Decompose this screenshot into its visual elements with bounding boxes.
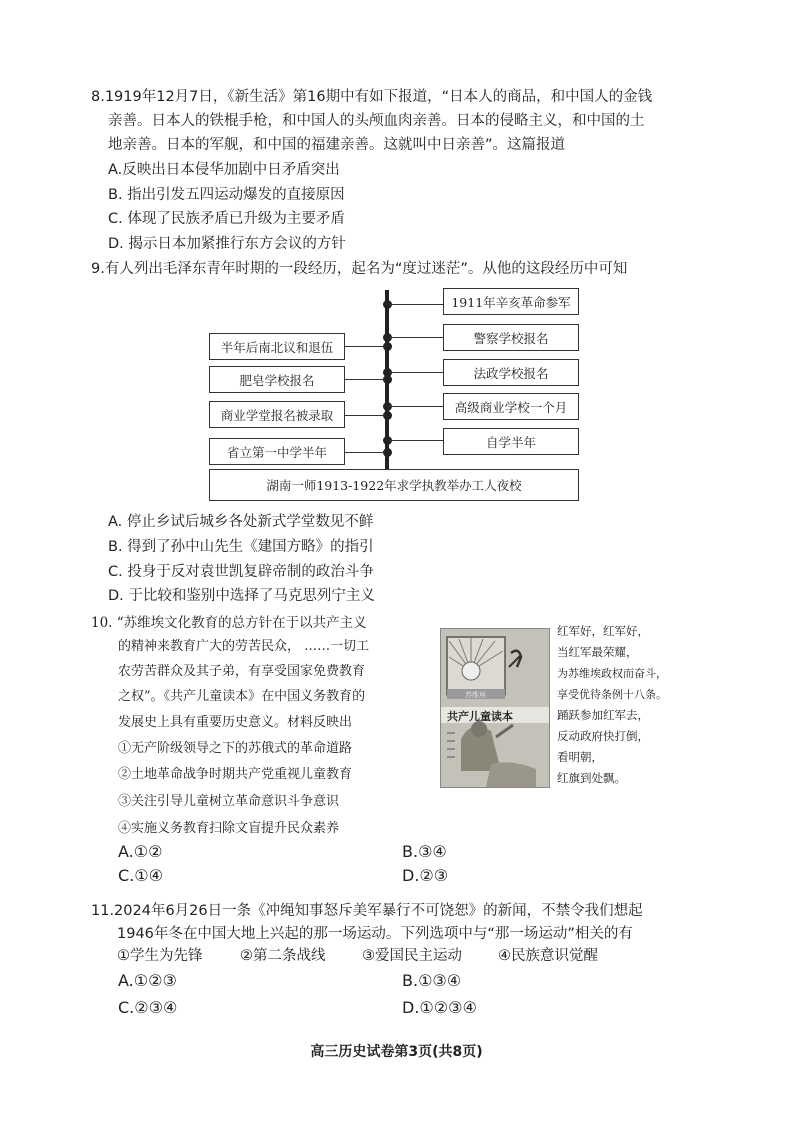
q10-item-3: ③关注引导儿童树立革命意识斗争意识	[118, 794, 340, 809]
q10-line5: 发展史上具有重要历史意义。材料反映出	[118, 715, 353, 730]
q11-item-1: ①学生为先锋	[117, 948, 203, 964]
poem-line-4: 享受优待条例十八条。	[557, 688, 667, 701]
poem-line-5: 踊跃参加红军去，	[557, 708, 649, 722]
q11-item-4: ④民族意识觉醒	[498, 948, 598, 964]
connector	[345, 452, 385, 453]
q10-option-b: B.③④	[402, 842, 447, 861]
timeline-right-box-2: 警察学校报名	[443, 324, 579, 351]
q10-line1: 10. “苏维埃文化教育的总方针在于以共产主义	[91, 615, 367, 631]
q9-stem: 9.有人列出毛泽东青年时期的一段经历，起名为“度过迷茫”。从他的这段经历中可知	[91, 261, 628, 277]
q9-option-d: D. 于比较和鉴别中选择了马克思列宁主义	[108, 588, 375, 604]
connector	[389, 406, 444, 407]
timeline-left-box-4: 省立第一中学半年	[209, 438, 345, 465]
q11-stem-line2: 1946年冬在中国大地上兴起的那一场运动。下列选项中与“那一场运动”相关的有	[117, 926, 633, 942]
timeline-right-box-3: 法政学校报名	[443, 359, 579, 386]
q8-option-b: B. 指出引发五四运动爆发的直接原因	[108, 187, 345, 203]
children-reader-poster-image	[440, 628, 550, 788]
timeline-right-box-1: 1911年辛亥革命参军	[443, 288, 579, 315]
poem-line-7: 看明朝，	[557, 750, 603, 764]
q10-option-d: D.②③	[402, 866, 449, 885]
q11-item-2: ②第二条战线	[240, 948, 326, 964]
q10-item-2: ②土地革命战争时期共产党重视儿童教育	[118, 767, 353, 782]
timeline-right-box-5: 自学半年	[443, 428, 579, 455]
q10-line4: 之权”。《共产儿童读本》在中国义务教育的	[118, 689, 366, 704]
connector	[389, 372, 444, 373]
q10-line3: 农劳苦群众及其子弟，有享受国家免费教育	[118, 664, 366, 679]
q11-item-3: ③爱国民主运动	[362, 948, 462, 964]
connector	[345, 415, 385, 416]
q11-option-b: B.①③④	[402, 971, 462, 990]
q10-option-a: A.①②	[118, 842, 163, 861]
q8-option-d: D. 揭示日本加紧推行东方会议的方针	[108, 236, 346, 252]
connector	[345, 379, 385, 380]
q11-stem-line1: 11.2024年6月26日一条《冲绳知事怒斥美军暴行不可饶恕》的新闻，不禁令我们想起	[91, 903, 643, 919]
timeline-left-box-3: 商业学堂报名被录取	[209, 401, 345, 428]
poem-line-8: 红旗到处飘。	[557, 771, 626, 785]
q8-option-a: A.反映出日本侵华加剧中日矛盾突出	[108, 162, 340, 178]
q8-option-c: C. 体现了民族矛盾已升级为主要矛盾	[108, 211, 345, 227]
q8-stem-line1: 8.1919年12月7日，《新生活》第16期中有如下报道，“日本人的商品，和中国人的金钱	[91, 89, 653, 105]
connector	[345, 346, 385, 347]
q9-option-a: A. 停止乡试后城乡各处新式学堂数见不鲜	[108, 514, 374, 530]
q10-item-1: ①无产阶级领导之下的苏俄式的革命道路	[118, 741, 353, 756]
q11-option-d: D.①②③④	[402, 998, 477, 1017]
q11-option-c: C.②③④	[118, 998, 178, 1017]
timeline-left-box-2: 肥皂学校报名	[209, 366, 345, 393]
q11-option-a: A.①②③	[118, 971, 177, 990]
poem-line-1: 红军好，红军好，	[557, 624, 649, 638]
q8-stem-line2: 亲善。日本人的铁棍手枪，和中国人的头颅血肉亲善。日本的侵略主义，和中国的土	[108, 113, 645, 129]
page-footer: 高三历史试卷第3页(共8页)	[310, 1044, 483, 1060]
q9-option-c: C. 投身于反对袁世凯复辟帝制的政治斗争	[108, 564, 374, 580]
timeline-bottom-box: 湖南一师1913-1922年求学执教举办工人夜校	[209, 469, 579, 501]
poem-line-3: 为苏维埃政权而奋斗，	[557, 667, 667, 680]
q9-option-b: B. 得到了孙中山先生《建国方略》的指引	[108, 539, 374, 555]
connector	[389, 304, 444, 305]
poem-line-6: 反动政府快打倒，	[557, 729, 649, 743]
connector	[389, 440, 444, 441]
q8-stem-line3: 地亲善。日本的军舰，和中国的福建亲善。这就叫中日亲善”。这篇报道	[108, 137, 566, 153]
q10-item-4: ④实施义务教育扫除文盲提升民众素养	[118, 821, 340, 836]
timeline-right-box-4: 高级商业学校一个月	[443, 393, 579, 420]
poster-band-text: 苏维埃	[465, 691, 486, 699]
q10-option-c: C.①④	[118, 866, 163, 885]
q10-line2: 的精神来教育广大的劳苦民众， ……一切工	[118, 639, 370, 654]
timeline-left-box-1: 半年后南北议和退伍	[209, 333, 345, 360]
poster-title: 共产儿童读本	[447, 710, 513, 723]
poem-line-2: 当红军最荣耀，	[557, 645, 638, 659]
connector	[389, 337, 444, 338]
